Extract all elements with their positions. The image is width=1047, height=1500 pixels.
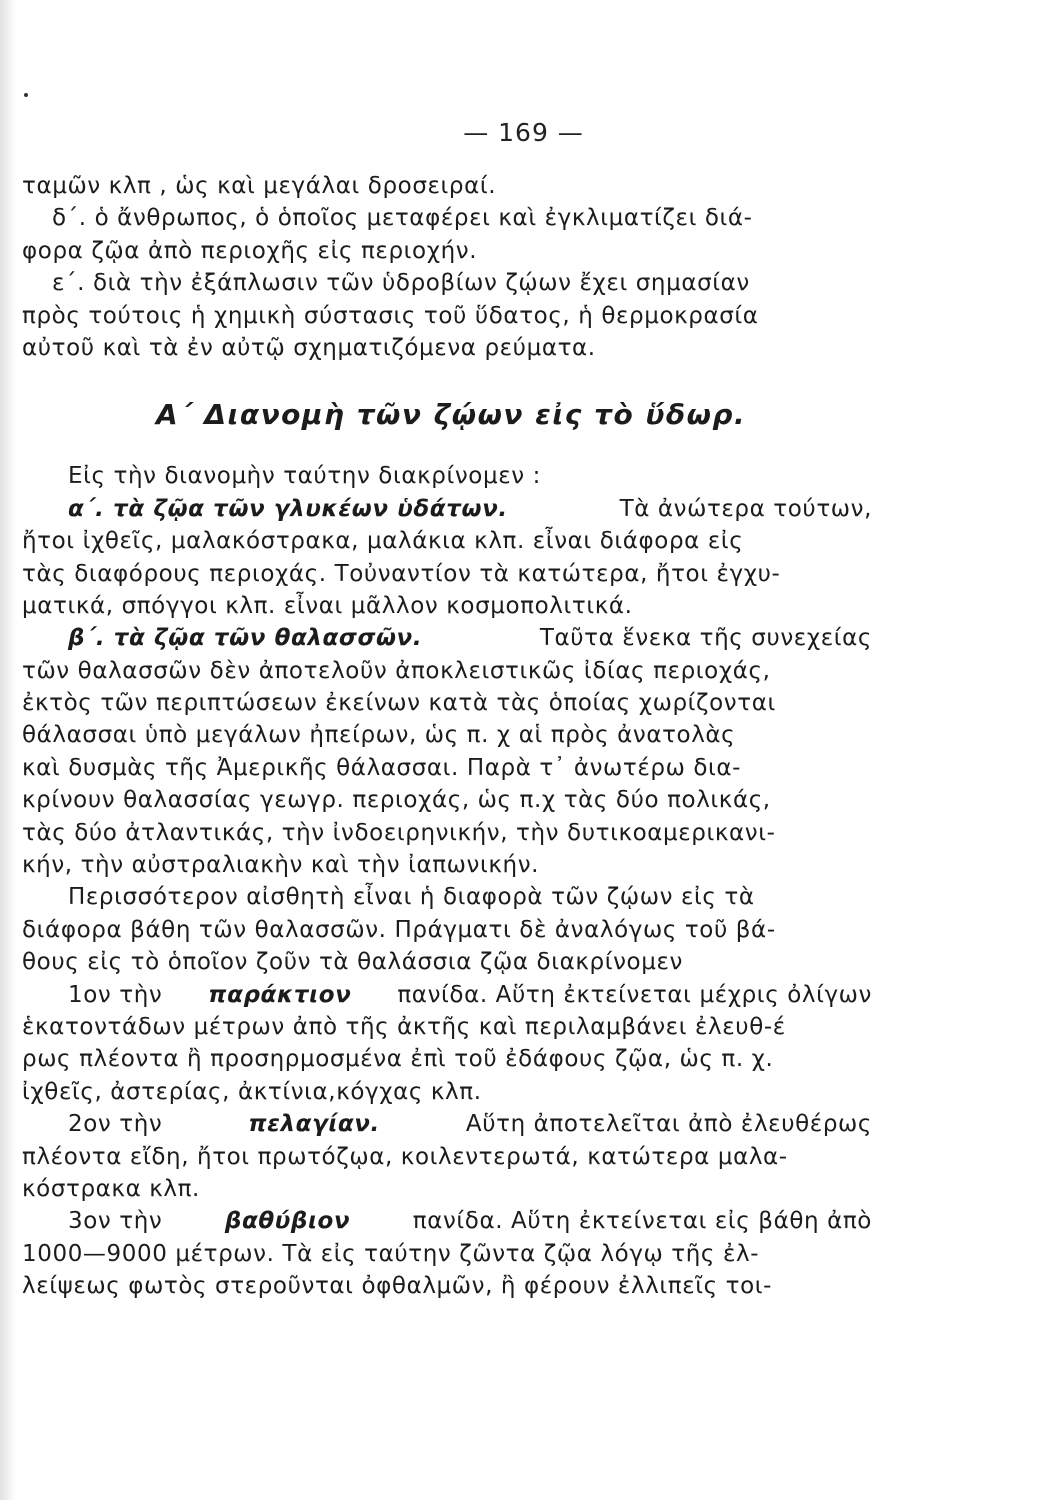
line-text: ταμῶν κλπ , ὡς καὶ μεγάλαι δροσειραί. <box>22 173 497 199</box>
text-line <box>22 460 872 492</box>
emphasis-term: βαθύβιον <box>224 1208 351 1235</box>
text-line <box>22 979 872 1011</box>
text-line <box>22 235 872 267</box>
line-text: πλέοντα εἴδη, ἤτοι πρωτόζῳα, κοιλεντερωτά, κατώτερα μαλα- <box>22 1143 788 1170</box>
text-line <box>22 655 872 687</box>
section-heading: Α΄ Διανομὴ τῶν ζῴων εἰς τὸ ὕδωρ. <box>156 398 747 432</box>
text-line <box>22 752 872 784</box>
page-edge-shadow <box>0 0 16 1500</box>
line-text: πανίδα. Αὕτη ἐκτείνεται εἰς βάθη ἀπὸ <box>412 1208 872 1235</box>
text-line <box>22 525 872 557</box>
text-line <box>22 267 872 299</box>
text-line <box>22 558 872 590</box>
line-text: πρὸς τούτοις ἡ χημικὴ σύστασις τοῦ ὕδατος, ἡ θερμοκρασία <box>22 302 759 329</box>
line-text: πανίδα. Αὕτη ἐκτείνεται μέχρις ὀλίγων <box>397 981 872 1008</box>
line-text: ἤτοι ἰχθεῖς, μαλακόστρακα, μαλάκια κλπ. εἶναι διάφορα εἰς <box>22 528 744 555</box>
text-line <box>22 202 872 234</box>
line-text: αὐτοῦ καὶ τὰ ἐν αὐτῷ σχηματιζόμενα ρεύματα. <box>22 334 596 361</box>
line-text: Περισσότερον αἰσθητὴ εἶναι ἡ διαφορὰ τῶν ζῴων εἰς τὰ <box>68 884 755 911</box>
text-line <box>22 784 872 816</box>
line-text: τὰς διαφόρους περιοχάς. Τοὐναντίον τὰ κατώτερα, ἤτοι ἐγχυ- <box>22 560 781 587</box>
text-line <box>22 881 872 913</box>
line-text: Αὕτη ἀποτελεῖται ἀπὸ ἐλευθέρως <box>465 1111 872 1138</box>
line-text: Τὰ ἀνώτερα τούτων, <box>619 495 872 522</box>
line-text: ρως πλέοντα ἢ προσηρμοσμένα ἐπὶ τοῦ ἐδάφους ζῷα, ὡς π. χ. <box>22 1046 774 1073</box>
text-line <box>22 687 872 719</box>
text-line <box>22 493 872 525</box>
page-number: — 169 — <box>463 118 584 147</box>
line-text: ἰχθεῖς, ἀστερίας, ἀκτίνια,κόγχας κλπ. <box>22 1078 482 1105</box>
line-text: διάφορα βάθη τῶν θαλασσῶν. Πράγματι δὲ ἀναλόγως τοῦ βά- <box>22 916 776 943</box>
text-line <box>22 622 872 654</box>
text-line <box>22 849 872 881</box>
text-line <box>22 332 872 364</box>
text-line <box>22 1141 872 1173</box>
emphasis-term: πελαγίαν. <box>248 1111 380 1138</box>
text-line <box>22 1043 872 1075</box>
line-text: λείψεως φωτὸς στεροῦνται ὀφθαλμῶν, ἢ φέρουν ἐλλιπεῖς τοι- <box>22 1273 773 1300</box>
line-text: ἑκατοντάδων μέτρων ἀπὸ τῆς ἀκτῆς καὶ περιλαμβάνει ἐλευθ-έ <box>22 1013 786 1040</box>
line-text: καὶ δυσμὰς τῆς Ἀμερικῆς θάλασσαι. Παρὰ τ᾽ ἀνωτέρω δια- <box>22 754 742 781</box>
text-line <box>22 300 872 332</box>
line-text: θους εἰς τὸ ὁποῖον ζοῦν τὰ θαλάσσια ζῷα διακρίνομεν <box>22 949 683 976</box>
text-line <box>22 170 872 202</box>
line-text: 1000—9000 μέτρων. Τὰ εἰς ταύτην ζῶντα ζῷα λόγῳ τῆς ἐλ- <box>22 1240 760 1267</box>
text-line <box>22 1205 872 1237</box>
line-text: δ΄. ὁ ἄνθρωπος, ὁ ὁποῖος μεταφέρει καὶ ἐγκλιματίζει διά- <box>52 205 753 232</box>
line-text: 1ον τὴν <box>68 981 163 1008</box>
subsection-title: α΄. τὰ ζῷα τῶν γλυκέων ὑδάτων. <box>68 495 508 522</box>
text-line <box>22 946 872 978</box>
line-text: θάλασσαι ὑπὸ μεγάλων ἠπείρων, ὡς π. χ αἱ πρὸς ἀνατολὰς <box>22 722 736 749</box>
line-text: ματικά, σπόγγοι κλπ. εἶναι μᾶλλον κοσμοπολιτικά. <box>22 592 633 619</box>
line-text: ε΄. διὰ τὴν ἐξάπλωσιν τῶν ὑδροβίων ζῴων ἔχει σημασίαν <box>52 270 750 297</box>
text-line <box>22 1270 872 1302</box>
subsection-title: β΄. τὰ ζῷα τῶν θαλασσῶν. <box>68 625 423 652</box>
ink-speck <box>24 93 28 97</box>
text-line <box>22 1238 872 1270</box>
line-text: φορα ζῷα ἀπὸ περιοχῆς εἰς περιοχήν. <box>22 237 478 264</box>
text-line <box>22 590 872 622</box>
text-line <box>22 817 872 849</box>
line-text: ἐκτὸς τῶν περιπτώσεων ἐκείνων κατὰ τὰς ὁποίας χωρίζονται <box>22 690 776 717</box>
text-line <box>22 1076 872 1108</box>
line-text: Εἰς τὴν διανομὴν ταύτην διακρίνομεν : <box>68 463 541 490</box>
text-line <box>22 719 872 751</box>
text-line <box>22 914 872 946</box>
line-text: 2ον τὴν <box>68 1111 163 1138</box>
line-text: τὰς δύο ἀτλαντικάς, τὴν ἰνδοειρηνικήν, τὴν δυτικοαμερικανι- <box>22 819 776 846</box>
line-text: κήν, τὴν αὐστραλιακὴν καὶ τὴν ἰαπωνικήν. <box>22 852 540 879</box>
page-text <box>22 170 872 1303</box>
line-text: Ταῦτα ἕνεκα τῆς συνεχείας <box>539 625 872 652</box>
line-text: κρίνουν θαλασσίας γεωγρ. περιοχάς, ὡς π.χ τὰς δύο πολικάς, <box>22 787 771 814</box>
text-line <box>22 1011 872 1043</box>
text-line <box>22 1108 872 1140</box>
line-text: τῶν θαλασσῶν δὲν ἀποτελοῦν ἀποκλειστικῶς ἰδίας περιοχάς, <box>22 657 771 684</box>
line-text: 3ον τὴν <box>68 1208 163 1235</box>
emphasis-term: παράκτιον <box>208 981 352 1008</box>
line-text: κόστρακα κλπ. <box>22 1175 200 1202</box>
text-line <box>22 1173 872 1205</box>
